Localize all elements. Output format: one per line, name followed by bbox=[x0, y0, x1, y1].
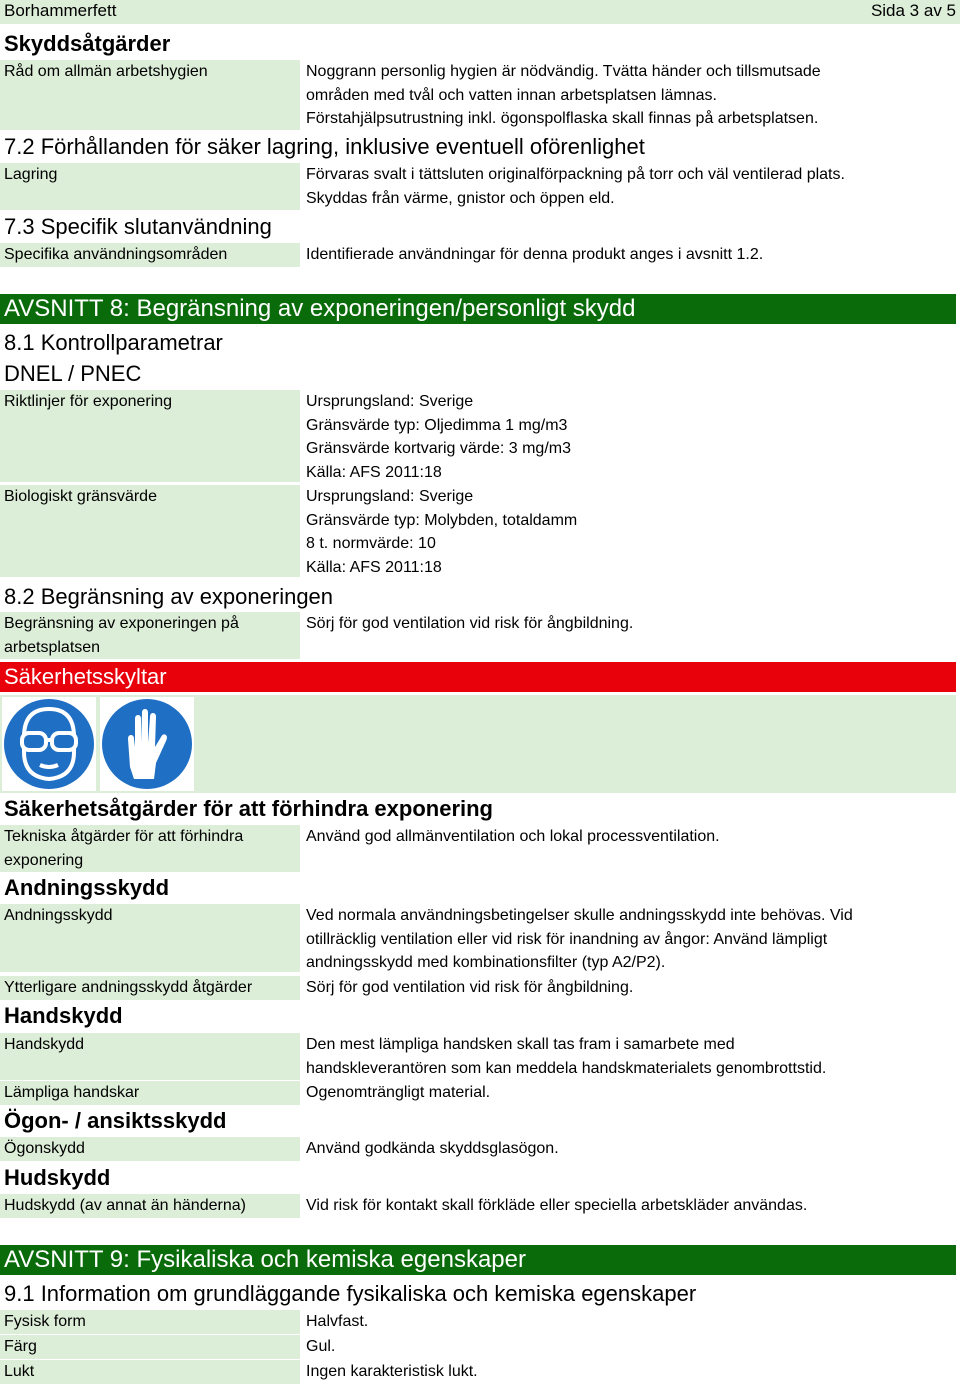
heading-9-1: 9.1 Information om grundläggande fysikaliska och kemiska egenskaper bbox=[4, 1281, 697, 1306]
odour-value: Ingen karakteristisk lukt. bbox=[306, 1363, 478, 1380]
section-9-band: AVSNITT 9: Fysikaliska och kemiska egenskaper bbox=[0, 1245, 956, 1275]
eye-protection-sign-icon bbox=[2, 697, 96, 791]
page-header bbox=[0, 0, 960, 24]
biological-limit-label: Biologiskt gränsvärde bbox=[0, 485, 300, 577]
heading-prevent-exposure: Säkerhetsåtgärder för att förhindra exponering bbox=[4, 796, 493, 821]
eye-label: Ögonskydd bbox=[0, 1137, 300, 1161]
technical-measures-label: Tekniska åtgärder för att förhindra exponering bbox=[0, 825, 300, 872]
heading-8-1: 8.1 Kontrollparametrar bbox=[4, 330, 223, 355]
skin-value: Vid risk för kontakt skall förkläde eller speciella arbetskläder användas. bbox=[306, 1197, 808, 1214]
section-heading-7-2: 7.2 Förhållanden för säker lagring, inklusive eventuell oförenlighet bbox=[4, 134, 645, 159]
heading-hand: Handskydd bbox=[4, 1003, 123, 1028]
hand-label: Handskydd bbox=[0, 1033, 300, 1080]
page-number: Sida 3 av 5 bbox=[870, 1, 956, 20]
odour-label: Lukt bbox=[0, 1360, 300, 1384]
section-8-band: AVSNITT 8: Begränsning av exponeringen/personligt skydd bbox=[0, 294, 956, 324]
gloves-label: Lämpliga handskar bbox=[0, 1081, 300, 1105]
exposure-guidelines-value: Ursprungsland: Sverige Gränsvärde typ: Oljedimma 1 mg/m3 Gränsvärde kortvarig värde: 3 mg/m3 Källa: AFS 2011:18 bbox=[306, 393, 571, 481]
hygiene-label: Råd om allmän arbetshygien bbox=[0, 60, 300, 130]
exposure-guidelines-label: Riktlinjer för exponering bbox=[0, 390, 300, 482]
safety-signs-band: Säkerhetsskyltar bbox=[0, 662, 956, 692]
hand-protection-sign-icon bbox=[100, 697, 194, 791]
color-label: Färg bbox=[0, 1335, 300, 1359]
eye-value: Använd godkända skyddsglasögon. bbox=[306, 1140, 559, 1157]
heading-respiratory: Andningsskydd bbox=[4, 875, 170, 900]
section-heading-7-3: 7.3 Specifik slutanvändning bbox=[4, 214, 272, 239]
respiratory-value: Ved normala användningsbetingelser skulle andningsskydd inte behövas. Vid otillräcklig ventilation eller vid risk för inandning av ångor: Använd lämpligt andningsskydd med kombinationsfilter (typ A2/P2). bbox=[306, 907, 853, 971]
workplace-limit-value: Sörj för god ventilation vid risk för ångbildning. bbox=[306, 615, 634, 632]
hand-value: Den mest lämpliga handsken skall tas fram i samarbete med handskleverantören som kan meddela handskmaterialets genombrottstid. bbox=[306, 1036, 827, 1077]
color-value: Gul. bbox=[306, 1338, 336, 1355]
storage-value: Förvaras svalt i tättsluten originalförpackning på torr och väl ventilerad plats. Skyddas från värme, gnistor och öppen eld. bbox=[306, 166, 845, 207]
technical-measures-value: Använd god allmänventilation och lokal processventilation. bbox=[306, 828, 720, 845]
respiratory-extra-value: Sörj för god ventilation vid risk för ångbildning. bbox=[306, 979, 634, 996]
hygiene-value: Noggrann personlig hygien är nödvändig. Tvätta händer och tillsmutsade områden med tvål och vatten innan arbetsplatsen lämnas. Förstahjälpsutrustning inkl. ögonspolflaska skall finnas på arbetsplatsen. bbox=[306, 63, 821, 127]
heading-8-2: 8.2 Begränsning av exponeringen bbox=[4, 584, 334, 609]
heading-eye-face: Ögon- / ansiktsskydd bbox=[4, 1108, 227, 1133]
skin-label: Hudskydd (av annat än händerna) bbox=[0, 1194, 300, 1218]
specific-uses-label: Specifika användningsområden bbox=[0, 243, 300, 267]
gloves-value: Ogenomträngligt material. bbox=[306, 1084, 491, 1101]
workplace-limit-label: Begränsning av exponeringen på arbetsplatsen bbox=[0, 612, 300, 659]
product-name: Borhammerfett bbox=[4, 1, 117, 20]
heading-skin: Hudskydd bbox=[4, 1165, 111, 1190]
storage-label: Lagring bbox=[0, 163, 300, 210]
section-heading-protective: Skyddsåtgärder bbox=[4, 31, 171, 56]
respiratory-label: Andningsskydd bbox=[0, 904, 300, 972]
specific-uses-value: Identifierade användningar för denna produkt anges i avsnitt 1.2. bbox=[306, 246, 764, 263]
heading-dnel-pnec: DNEL / PNEC bbox=[4, 361, 142, 386]
biological-limit-value: Ursprungsland: Sverige Gränsvärde typ: Molybden, totaldamm 8 t. normvärde: 10 Källa: AFS 2011:18 bbox=[306, 488, 578, 576]
respiratory-extra-label: Ytterligare andningsskydd åtgärder bbox=[0, 976, 300, 1000]
physical-form-value: Halvfast. bbox=[306, 1313, 369, 1330]
physical-form-label: Fysisk form bbox=[0, 1310, 300, 1334]
